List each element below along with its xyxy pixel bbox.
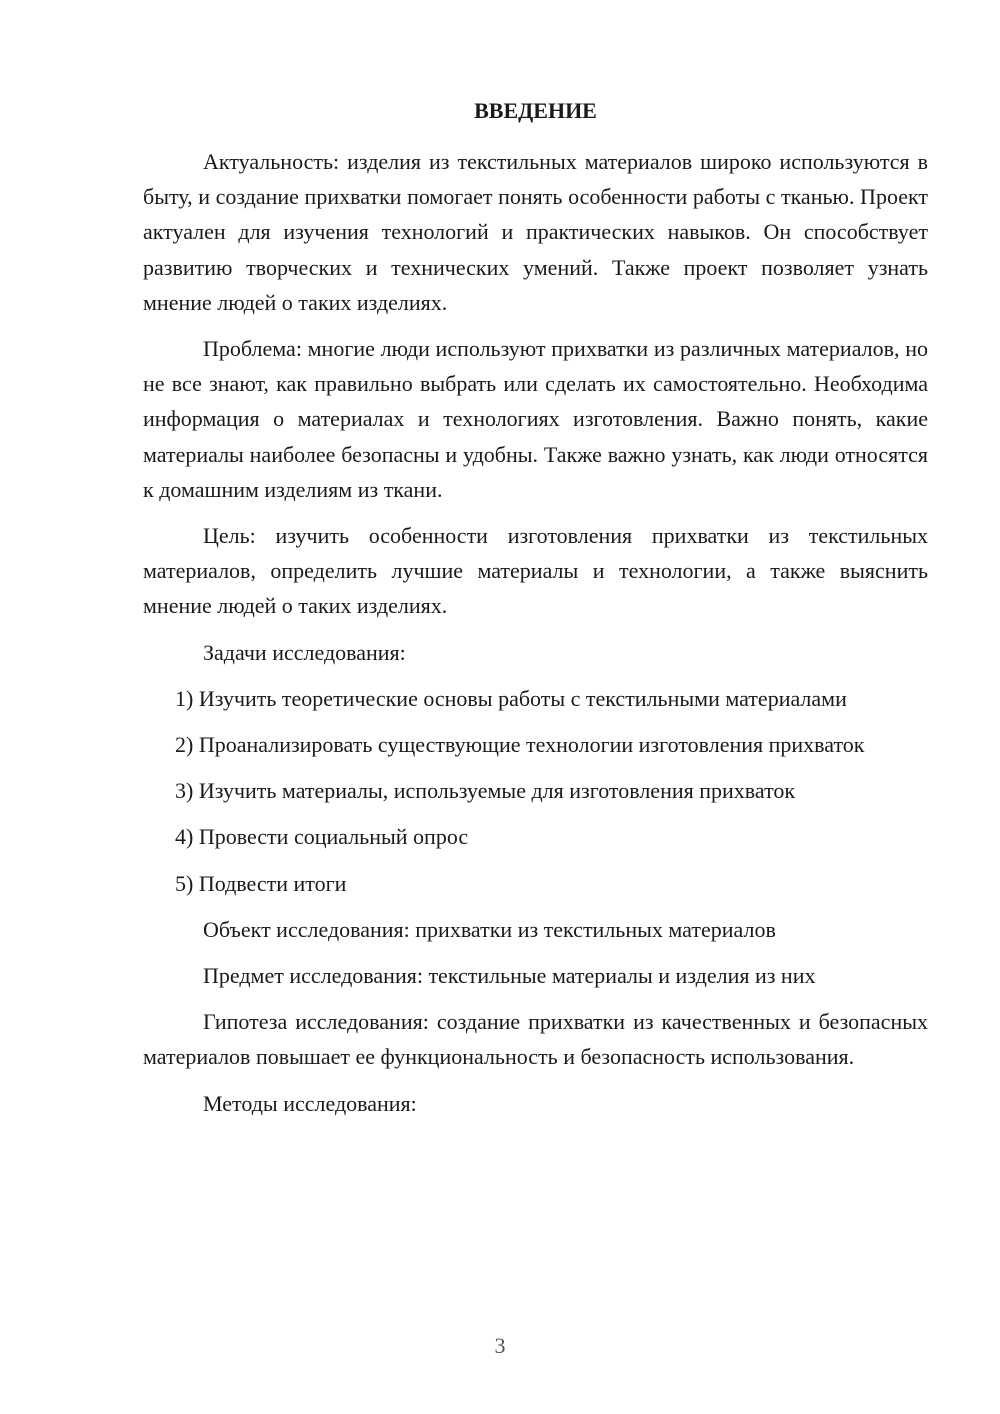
relevance-paragraph: Актуальность: изделия из текстильных материалов широко используются в быту, и создание прихватки помогает понять особенности работы с тканью. Проект актуален для изучения технологий и практических навыков. Он способствует развитию творческих и технических умений. Также проект позволяет узнать мнение людей о таких изделиях. [143,149,928,315]
task-item-1: 1) Изучить теоретические основы работы с текстильными материалами [175,685,847,711]
task-item-2: 2) Проанализировать существующие технологии изготовления прихваток [175,732,865,758]
object-paragraph: Объект исследования: прихватки из текстильных материалов [203,916,776,942]
hypothesis-paragraph: Гипотеза исследования: создание прихватки из качественных и безопасных материалов повышает ее функциональность и безопасность использования. [143,1009,928,1070]
subject-paragraph: Предмет исследования: текстильные материалы и изделия из них [203,963,816,989]
document-page [143,96,928,1132]
task-item-5: 5) Подвести итоги [175,870,347,896]
page-number: 3 [494,1333,506,1358]
section-title: ВВЕДЕНИЕ [474,98,597,123]
task-item-4: 4) Провести социальный опрос [175,824,469,850]
goal-paragraph: Цель: изучить особенности изготовления прихватки из текстильных материалов, определить лучшие материалы и технологии, а также выяснить мнение людей о таких изделиях. [143,523,928,619]
methods-heading: Методы исследования: [203,1090,417,1116]
task-item-3: 3) Изучить материалы, используемые для изготовления прихваток [175,778,796,804]
tasks-heading: Задачи исследования: [203,639,406,665]
problem-paragraph: Проблема: многие люди используют прихватки из различных материалов, но не все знают, как правильно выбрать или сделать их самостоятельно. Необходима информация о материалах и технологиях изготовления. Важно понять, какие материалы наиболее безопасны и удобны. Также важно узнать, как люди относятся к домашним изделиям из ткани. [143,336,928,502]
